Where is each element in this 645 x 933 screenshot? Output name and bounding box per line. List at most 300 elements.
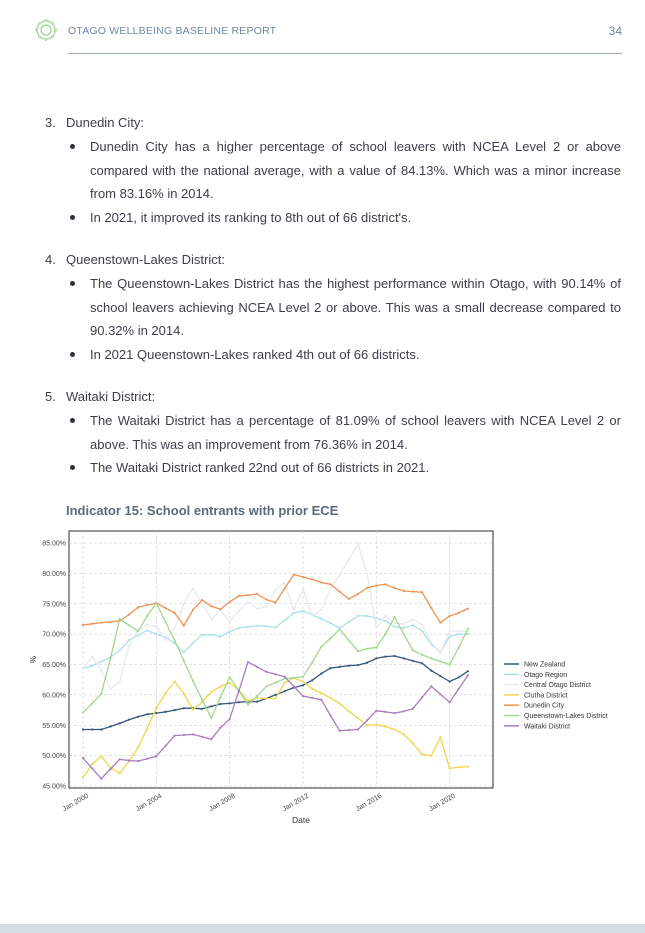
data-point — [238, 595, 240, 597]
data-point — [155, 625, 157, 627]
data-point — [439, 660, 441, 662]
data-point — [293, 677, 295, 679]
data-point — [164, 692, 166, 694]
data-point — [348, 639, 350, 641]
data-point — [265, 625, 267, 627]
data-point — [439, 736, 441, 738]
data-point — [82, 711, 84, 713]
data-point — [366, 724, 368, 726]
data-point — [357, 615, 359, 617]
data-point — [119, 772, 121, 774]
data-point — [100, 728, 102, 730]
data-point — [91, 728, 93, 730]
data-point — [247, 661, 249, 663]
data-point — [329, 637, 331, 639]
data-point — [412, 660, 414, 662]
data-point — [256, 666, 258, 668]
data-point — [274, 673, 276, 675]
data-point — [229, 631, 231, 633]
data-point — [439, 693, 441, 695]
data-point — [403, 627, 405, 629]
data-point — [201, 603, 203, 605]
data-point — [458, 676, 460, 678]
data-point — [449, 701, 451, 703]
data-point — [229, 682, 231, 684]
data-point — [357, 650, 359, 652]
bullet-item: Dunedin City has a higher percentage of school leavers with NCEA Level 2 or above compared with the national average, with a value of 84.13%. Which was a minor increase from 83.16% in 2014. — [45, 135, 621, 206]
data-point — [284, 676, 286, 678]
data-point — [302, 610, 304, 612]
section-heading — [45, 249, 621, 271]
data-point — [100, 670, 102, 672]
data-point — [274, 626, 276, 628]
data-point — [439, 675, 441, 677]
data-point — [183, 603, 185, 605]
data-point — [467, 674, 469, 676]
data-point — [174, 735, 176, 737]
data-point — [458, 766, 460, 768]
data-point — [274, 697, 276, 699]
data-point — [320, 581, 322, 583]
data-point — [247, 700, 249, 702]
data-point — [183, 651, 185, 653]
data-point — [174, 612, 176, 614]
data-point — [302, 588, 304, 590]
data-point — [201, 599, 203, 601]
data-point — [458, 688, 460, 690]
data-point — [293, 609, 295, 611]
data-point — [458, 633, 460, 635]
data-point — [256, 625, 258, 627]
data-point — [293, 685, 295, 687]
data-point — [430, 685, 432, 687]
data-point — [430, 657, 432, 659]
data-point — [375, 617, 377, 619]
data-point — [302, 695, 304, 697]
data-point — [219, 727, 221, 729]
data-point — [100, 778, 102, 780]
data-point — [421, 591, 423, 593]
data-point — [128, 614, 130, 616]
data-point — [256, 701, 258, 703]
data-point — [320, 699, 322, 701]
legend-label: Central Otago District — [524, 682, 591, 690]
data-point — [247, 594, 249, 596]
data-point — [339, 628, 341, 630]
data-point — [91, 656, 93, 658]
data-point — [366, 719, 368, 721]
data-point — [394, 622, 396, 624]
data-point — [192, 609, 194, 611]
data-point — [394, 728, 396, 730]
data-point — [82, 624, 84, 626]
data-point — [384, 620, 386, 622]
page-header — [34, 18, 622, 54]
section-waitaki-district — [45, 386, 621, 480]
data-point — [219, 703, 221, 705]
data-point — [329, 622, 331, 624]
y-tick-label: 50.00% — [42, 753, 66, 761]
data-point — [348, 710, 350, 712]
data-point — [100, 622, 102, 624]
section-number: 4. — [45, 252, 56, 267]
data-point — [421, 654, 423, 656]
data-point — [467, 608, 469, 610]
bullet-list — [45, 409, 621, 480]
data-point — [293, 612, 295, 614]
x-tick-label: Jan 2016 — [354, 792, 384, 814]
data-point — [320, 692, 322, 694]
data-point — [238, 690, 240, 692]
data-point — [320, 646, 322, 648]
data-point — [91, 623, 93, 625]
data-point — [155, 707, 157, 709]
data-point — [192, 642, 194, 644]
data-point — [219, 685, 221, 687]
data-point — [229, 676, 231, 678]
data-point — [449, 629, 451, 631]
data-point — [164, 607, 166, 609]
section-heading — [45, 386, 621, 408]
data-point — [394, 587, 396, 589]
data-point — [311, 662, 313, 664]
data-point — [339, 591, 341, 593]
data-point — [403, 590, 405, 592]
data-point — [311, 688, 313, 690]
data-point — [219, 608, 221, 610]
data-point — [265, 598, 267, 600]
data-point — [366, 648, 368, 650]
data-point — [366, 615, 368, 617]
data-point — [403, 633, 405, 635]
data-point — [320, 618, 322, 620]
logo-icon — [34, 18, 58, 42]
data-point — [339, 730, 341, 732]
data-point — [265, 606, 267, 608]
data-point — [210, 634, 212, 636]
data-point — [164, 745, 166, 747]
y-tick-label: 75.00% — [42, 601, 66, 609]
legend-label: Dunedin City — [524, 702, 565, 710]
data-point — [201, 736, 203, 738]
data-point — [238, 701, 240, 703]
data-point — [339, 702, 341, 704]
data-point — [394, 655, 396, 657]
data-point — [375, 584, 377, 586]
data-point — [82, 757, 84, 759]
data-point — [329, 714, 331, 716]
data-point — [384, 725, 386, 727]
bullet-item: The Waitaki District has a percentage of 81.09% of school leavers with NCEA Level 2 or above. This was an improvement from 76.36% in 2014. — [45, 409, 621, 456]
plot-area — [69, 531, 493, 788]
data-point — [128, 719, 130, 721]
data-point — [421, 624, 423, 626]
page-number: 34 — [608, 24, 622, 38]
data-point — [467, 633, 469, 635]
data-point — [375, 657, 377, 659]
data-point — [183, 707, 185, 709]
data-point — [412, 624, 414, 626]
data-point — [146, 629, 148, 631]
data-point — [394, 712, 396, 714]
section-number: 5. — [45, 389, 56, 404]
data-point — [192, 733, 194, 735]
data-point — [412, 742, 414, 744]
data-point — [357, 717, 359, 719]
data-point — [91, 702, 93, 704]
data-point — [201, 634, 203, 636]
data-point — [375, 724, 377, 726]
data-point — [137, 747, 139, 749]
data-point — [302, 576, 304, 578]
data-point — [183, 693, 185, 695]
x-tick-label: Jan 2008 — [208, 792, 237, 814]
data-point — [192, 708, 194, 710]
data-point — [247, 626, 249, 628]
data-point — [439, 653, 441, 655]
y-tick-label: 80.00% — [42, 570, 66, 578]
bullet-item: The Waitaki District ranked 22nd out of 66 districts in 2021. — [45, 456, 621, 480]
data-point — [210, 717, 212, 719]
data-point — [210, 705, 212, 707]
data-point — [302, 684, 304, 686]
data-point — [421, 753, 423, 755]
data-point — [357, 543, 359, 545]
data-point — [91, 763, 93, 765]
data-point — [219, 696, 221, 698]
y-tick-label: 55.00% — [42, 722, 66, 730]
data-point — [384, 656, 386, 658]
data-point — [293, 574, 295, 576]
data-point — [329, 697, 331, 699]
data-point — [430, 607, 432, 609]
data-point — [229, 702, 231, 704]
bullet-list — [45, 135, 621, 229]
data-point — [384, 633, 386, 635]
x-tick-label: Jan 2000 — [61, 792, 90, 814]
data-point — [348, 621, 350, 623]
data-point — [357, 593, 359, 595]
data-point — [229, 621, 231, 623]
section-heading — [45, 112, 621, 134]
y-tick-label: 65.00% — [42, 662, 66, 669]
data-point — [339, 574, 341, 576]
data-point — [329, 583, 331, 585]
data-point — [100, 693, 102, 695]
data-point — [421, 696, 423, 698]
data-point — [375, 646, 377, 648]
data-point — [137, 760, 139, 762]
data-point — [449, 636, 451, 638]
data-point — [284, 682, 286, 684]
data-point — [256, 695, 258, 697]
data-point — [229, 718, 231, 720]
data-point — [449, 663, 451, 665]
data-point — [174, 639, 176, 641]
data-point — [348, 729, 350, 731]
legend-label: Waitaki District — [524, 723, 571, 731]
data-point — [183, 734, 185, 736]
x-tick-label: Jan 2012 — [281, 792, 310, 814]
data-point — [366, 587, 368, 589]
data-point — [311, 615, 313, 617]
data-point — [146, 727, 148, 729]
data-point — [284, 690, 286, 692]
data-point — [320, 673, 322, 675]
bullet-item: In 2021, it improved its ranking to 8th out of 66 district's. — [45, 206, 621, 230]
x-axis-label: Date — [292, 815, 310, 825]
footer-bar — [0, 924, 645, 933]
data-point — [91, 665, 93, 667]
data-point — [247, 600, 249, 602]
data-point — [201, 699, 203, 701]
data-point — [311, 697, 313, 699]
y-tick-label: 85.00% — [42, 540, 66, 548]
data-point — [467, 670, 469, 672]
data-point — [192, 680, 194, 682]
data-point — [274, 601, 276, 603]
data-point — [348, 665, 350, 667]
data-point — [183, 625, 185, 627]
data-point — [155, 633, 157, 635]
section-title: Queenstown-Lakes District: — [66, 252, 225, 267]
data-point — [82, 776, 84, 778]
data-point — [109, 621, 111, 623]
data-point — [458, 646, 460, 648]
data-point — [100, 755, 102, 757]
data-point — [394, 616, 396, 618]
data-point — [183, 660, 185, 662]
y-axis-label: % — [29, 655, 38, 664]
bullet-list — [45, 272, 621, 366]
data-point — [128, 759, 130, 761]
data-point — [91, 767, 93, 769]
section-title: Waitaki District: — [66, 389, 156, 404]
data-point — [449, 680, 451, 682]
y-tick-label: 45.00% — [42, 783, 66, 791]
data-point — [311, 679, 313, 681]
data-point — [430, 670, 432, 672]
data-point — [384, 615, 386, 617]
data-point — [403, 733, 405, 735]
data-point — [439, 622, 441, 624]
data-point — [449, 767, 451, 769]
data-point — [394, 626, 396, 628]
data-point — [128, 624, 130, 626]
data-point — [174, 680, 176, 682]
bullet-item: The Queenstown-Lakes District has the highest performance within Otago, with 90.14% of school leavers achieving NCEA Level 2 or above. This was a small decrease compared to 90.32% in 2014. — [45, 272, 621, 343]
data-point — [412, 649, 414, 651]
data-point — [100, 660, 102, 662]
data-point — [366, 572, 368, 574]
data-point — [421, 630, 423, 632]
data-point — [192, 588, 194, 590]
section-queenstown-lakes — [45, 249, 621, 366]
data-point — [265, 671, 267, 673]
data-point — [302, 680, 304, 682]
data-point — [109, 725, 111, 727]
data-point — [412, 591, 414, 593]
data-point — [119, 649, 121, 651]
data-point — [210, 605, 212, 607]
data-point — [109, 657, 111, 659]
data-point — [229, 601, 231, 603]
data-point — [82, 668, 84, 670]
data-point — [137, 716, 139, 718]
bullet-item: In 2021 Queenstown-Lakes ranked 4th out of 66 districts. — [45, 343, 621, 367]
data-point — [201, 708, 203, 710]
data-point — [302, 676, 304, 678]
data-point — [449, 615, 451, 617]
data-point — [320, 609, 322, 611]
data-point — [348, 598, 350, 600]
data-point — [146, 758, 148, 760]
y-tick-label: 60.00% — [42, 692, 66, 700]
data-point — [137, 630, 139, 632]
data-point — [164, 621, 166, 623]
data-point — [119, 680, 121, 682]
report-title: OTAGO WELLBEING BASELINE REPORT — [68, 25, 277, 37]
data-point — [467, 766, 469, 768]
data-point — [146, 713, 148, 715]
data-point — [119, 758, 121, 760]
legend-label: New Zealand — [524, 661, 566, 669]
data-point — [467, 628, 469, 630]
data-point — [274, 682, 276, 684]
data-point — [412, 708, 414, 710]
data-point — [238, 610, 240, 612]
indicator-title: Indicator 15: School entrants with prior ECE — [66, 503, 339, 518]
section-title: Dunedin City: — [66, 115, 145, 130]
data-point — [164, 711, 166, 713]
data-point — [284, 581, 286, 583]
legend-label: Queenstown-Lakes District — [524, 713, 608, 720]
data-point — [375, 627, 377, 629]
data-point — [384, 583, 386, 585]
x-tick-label: Jan 2020 — [428, 792, 457, 814]
data-point — [284, 588, 286, 590]
data-point — [348, 558, 350, 560]
data-point — [155, 755, 157, 757]
data-point — [128, 639, 130, 641]
section-number: 3. — [45, 115, 56, 130]
data-point — [174, 709, 176, 711]
data-point — [458, 612, 460, 614]
data-point — [265, 697, 267, 699]
data-point — [357, 664, 359, 666]
data-point — [311, 578, 313, 580]
data-point — [366, 662, 368, 664]
data-point — [146, 604, 148, 606]
data-point — [174, 627, 176, 629]
data-point — [284, 619, 286, 621]
data-point — [430, 755, 432, 757]
data-point — [82, 728, 84, 730]
data-point — [155, 602, 157, 604]
data-point — [357, 728, 359, 730]
data-point — [403, 657, 405, 659]
section-dunedin-city — [45, 112, 621, 229]
data-point — [210, 691, 212, 693]
y-tick-label: 70.00% — [42, 631, 66, 639]
data-point — [146, 624, 148, 626]
data-point — [137, 634, 139, 636]
data-point — [109, 768, 111, 770]
data-point — [119, 722, 121, 724]
data-point — [384, 711, 386, 713]
data-point — [403, 623, 405, 625]
data-point — [274, 694, 276, 696]
